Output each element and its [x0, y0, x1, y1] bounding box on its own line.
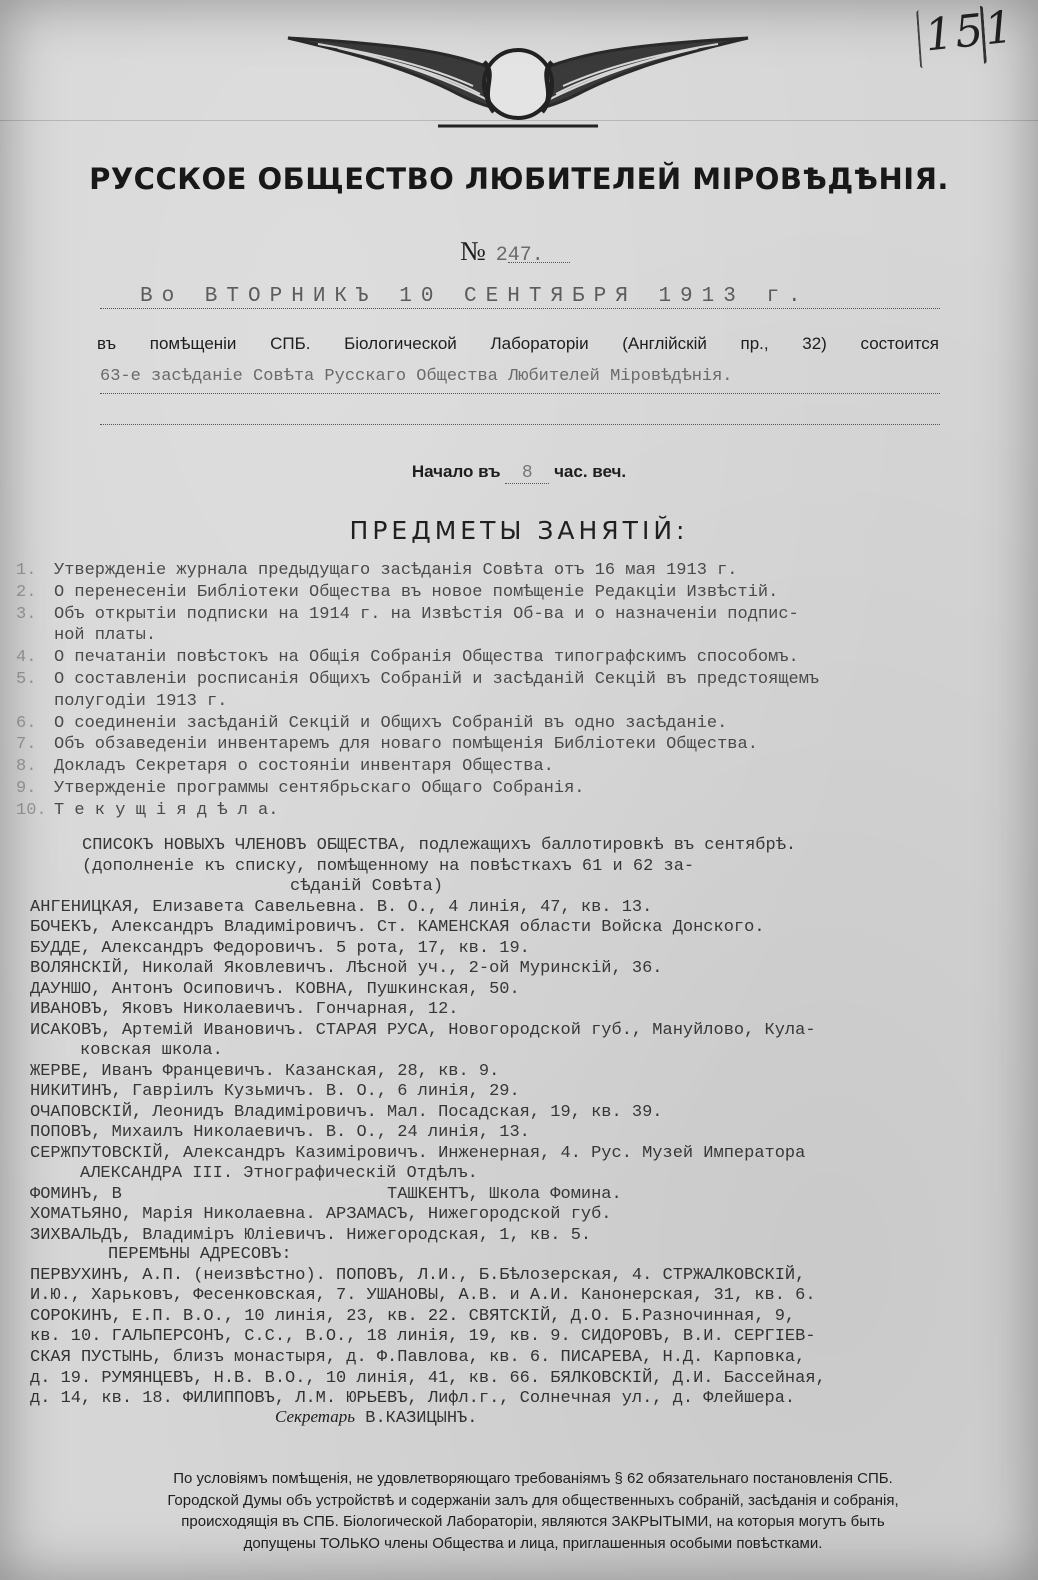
agenda-item-text: Докладъ Секретаря о состоянiи инвентаря Общества.	[54, 757, 554, 777]
agenda-item-number: 5.	[16, 669, 37, 689]
agenda-item-number: 7.	[16, 735, 37, 755]
address-change-line: ПЕРВУХИНЪ, А.П. (неизвѣстно). ПОПОВЪ, Л.И., Б.Бѣлозерская, 4. СТРЖАЛКОВСКIЙ,	[30, 1265, 806, 1285]
member-entry: ковская школа.	[80, 1041, 223, 1060]
footer-notice	[118, 1468, 948, 1554]
members-heading-line: сѣданiй Совѣта)	[290, 877, 444, 896]
agenda-item	[14, 713, 1024, 735]
address-change-line: СОРОКИНЪ, Е.П. В.О., 10 линiя, 23, кв. 22. СВЯТСКIЙ, Д.О. Б.Разночинная, 9,	[30, 1306, 796, 1326]
footer-line: допущены ТОЛЬКО члены Общества и лица, приглашенныя особыми повѣстками.	[243, 1534, 823, 1552]
member-entry: ЗИХВАЛЬДЪ, Владимiръ Юлiевичъ. Нижегородская, 1, кв. 5.	[30, 1225, 592, 1245]
agenda-item-text: полугодiи 1913 г.	[54, 691, 228, 711]
agenda-item-text: ной платы.	[54, 626, 157, 646]
society-title: РУССКОЕ ОБЩЕСТВО ЛЮБИТЕЛЕЙ МIРОВѢДѢНIЯ.	[89, 162, 949, 196]
address-heading: ПЕРЕМѢНЫ АДРЕСОВЪ:	[108, 1245, 292, 1264]
address-change-line: д. 14, кв. 18. ФИЛИППОВЪ, Л.М. ЮРЬЕВЪ, Лифл.г., Солнечная ул., д. Флейшера.	[30, 1389, 796, 1409]
agenda-item-number: 8.	[16, 757, 37, 777]
agenda-item	[14, 800, 1024, 822]
agenda-item-text: Объ обзаведенiи инвентаремъ для новаго помѣщенiя Библiотеки Общества.	[54, 735, 758, 755]
agenda-item	[14, 669, 1024, 713]
member-entry: ДАУНШО, Антонъ Осиповичъ. КОВНА, Пушкинская, 50.	[30, 979, 520, 999]
start-time	[0, 462, 1038, 484]
agenda-item	[14, 734, 1024, 756]
winged-globe-emblem-icon	[258, 22, 778, 134]
footer-line: Городской Думы объ устройствѣ и содержанiи залъ для общественныхъ собранiй, засѣданiя и собранiя,	[167, 1491, 899, 1509]
start-suffix: час. веч.	[554, 462, 627, 481]
address-changes	[30, 1245, 1020, 1410]
agenda-item-text: О составленiи росписанiя Общихъ Собранiй и засѣданiй Секцiй въ предстоящемъ	[54, 669, 820, 689]
member-entry: ВОЛЯНСКIЙ, Николай Яковлевичъ. Лѣсной уч., 2-ой Муринскiй, 36.	[30, 959, 663, 978]
address-change-line: И.Ю., Харьковъ, Фесенковская, 7. УШАНОВЫ, А.В. и А.И. Канонерская, 31, кв. 6.	[30, 1286, 816, 1306]
member-entry: ИВАНОВЪ, Яковъ Николаевичъ. Гончарная, 12.	[30, 1000, 459, 1019]
meeting-line: 63-е засѣданiе Совѣта Русскаго Общества Любителей Мiровѣдѣнiя.	[100, 367, 940, 394]
member-entry: НИКИТИНЪ, Гаврiилъ Кузьмичъ. В. О., 6 линiя, 29.	[30, 1082, 520, 1101]
member-entry: БУДДЕ, Александръ Федоровичъ. 5 рота, 17, кв. 19.	[30, 938, 530, 958]
address-change-line: кв. 10. ГАЛЬПЕРСОНЪ, С.С., В.О., 18 линiя, 19, кв. 9. СИДОРОВЪ, В.И. СЕРГIЕВ-	[30, 1327, 816, 1347]
member-entry: БОЧЕКЪ, Александръ Владимiровичъ. Ст. КАМЕНСКАЯ области Войска Донского.	[30, 918, 765, 937]
secretary-name: В.КАЗИЦЫНЪ.	[365, 1409, 478, 1428]
agenda-item-number: 10.	[16, 800, 47, 820]
agenda-item	[14, 647, 1024, 669]
footer-line: По условiямъ помѣщенiя, не удовлетворяющаго требованiямъ § 62 обязательнаго постановленiя СПБ.	[173, 1470, 893, 1487]
agenda-item	[14, 778, 1024, 800]
agenda-item-number: 9.	[16, 778, 37, 798]
start-prefix: Начало въ	[411, 462, 501, 481]
agenda-item-number: 6.	[16, 713, 37, 733]
number-dotted-line	[508, 262, 570, 263]
member-entry: АЛЕКСАНДРА III. Этнографическiй Отдѣлъ.	[80, 1164, 478, 1183]
member-entry: СЕРЖПУТОВСКIЙ, Александръ Казимiровичъ. Инженерная, 4. Рус. Музей Императора	[30, 1143, 806, 1163]
agenda-item-text: Т е к у щ i я д ѣ л а.	[54, 800, 279, 820]
agenda-item-number: 4.	[16, 648, 37, 668]
agenda-item-text: О печатанiи повѣстокъ на Общiя Собранiя Общества типографскимъ способомъ.	[54, 648, 799, 668]
agenda-item-text: Утвержденiе программы сентябрьскаго Общаго Собранiя.	[54, 778, 585, 798]
member-entry: ИСАКОВЪ, Артемiй Ивановичъ. СТАРАЯ РУСА, Новогородской губ., Мануйлово, Кула-	[30, 1020, 816, 1040]
member-entry: ЖЕРВЕ, Иванъ Францевичъ. Казанская, 28, кв. 9.	[30, 1061, 500, 1081]
secretary-role: Секретарь	[275, 1407, 355, 1426]
agenda-item-number: 2.	[16, 582, 37, 602]
number-label: №	[460, 236, 486, 266]
member-entry: ФОМИНЪ, В ТАШКЕНТЪ, Школа Фомина.	[30, 1184, 622, 1204]
agenda-item-number: 1.	[16, 561, 37, 580]
start-hour: 8	[505, 463, 549, 484]
meeting-date: Во ВТОРНИКЪ 10 СЕНТЯБРЯ 1913 г.	[100, 285, 940, 309]
number-value: 247.	[495, 244, 544, 267]
agenda-item-number: 3.	[16, 604, 37, 624]
member-entry: ХОМАТЬЯНО, Марiя Николаевна. АРЗАМАСЪ, Нижегородской губ.	[30, 1205, 612, 1224]
footer-line: происходящiя въ СПБ. Бiологической Лабораторiи, являются ЗАКРЫТЫМИ, на которыя могутъ быть	[181, 1513, 885, 1530]
blank-dotted-line	[100, 424, 940, 425]
agenda-item-text: О соединенiи засѣданiй Секцiй и Общихъ Собранiй въ одно засѣданiе.	[54, 713, 728, 733]
members-heading-line: СПИСОКЪ НОВЫХЪ ЧЛЕНОВЪ ОБЩЕСТВА, подлежащихъ баллотировкѣ въ сентябрѣ.	[82, 836, 797, 855]
handwritten-number: 151	[922, 1, 1018, 62]
secretary-signature	[275, 1407, 477, 1428]
venue-line: въ помѣщенiи СПБ. Бiологической Лабораторiи (Англiйскiй пр., 32) состоится	[97, 334, 939, 353]
member-entry: ПОПОВЪ, Михаилъ Николаевичъ. В. О., 24 линiя, 13.	[30, 1123, 530, 1142]
member-entry: АНГЕНИЦКАЯ, Елизавета Савельевна. В. О., 4 линiя, 47, кв. 13.	[30, 897, 653, 917]
agenda-item-text: Утвержденiе журнала предыдущаго засѣданiя Совѣта отъ 16 мая 1913 г.	[54, 561, 738, 580]
member-entry: ОЧАПОВСКIЙ, Леонидъ Владимiровичъ. Мал. Посадская, 19, кв. 39.	[30, 1102, 663, 1122]
agenda-item	[14, 560, 1024, 582]
address-change-line: СКАЯ ПУСТЫНЬ, близъ монастыря, д. Ф.Павлова, кв. 6. ПИСАРЕВА, Н.Д. Карповка,	[30, 1347, 806, 1367]
subjects-title: ПРЕДМЕТЫ ЗАНЯТIЙ:	[349, 516, 689, 545]
agenda-item	[14, 604, 1024, 648]
agenda-item-text: О перенесенiи Библiотеки Общества въ новое помѣщенiе Редакцiи Извѣстiй.	[54, 582, 779, 602]
agenda-list	[14, 560, 1024, 822]
members-heading-line: (дополненiе къ списку, помѣщенному на повѣсткахъ 61 и 62 за-	[82, 856, 695, 876]
agenda-item	[14, 756, 1024, 778]
agenda-item-text: Объ открытiи подписки на 1914 г. на Извѣстiя Об-ва и о назначенiи подпис-	[54, 604, 799, 624]
address-change-line: д. 19. РУМЯНЦЕВЪ, Н.В. В.О., 10 линiя, 41, кв. 66. БЯЛКОВСКIЙ, Д.И. Бассейная,	[30, 1368, 826, 1388]
agenda-item	[14, 582, 1024, 604]
new-members-list	[30, 836, 1020, 1246]
